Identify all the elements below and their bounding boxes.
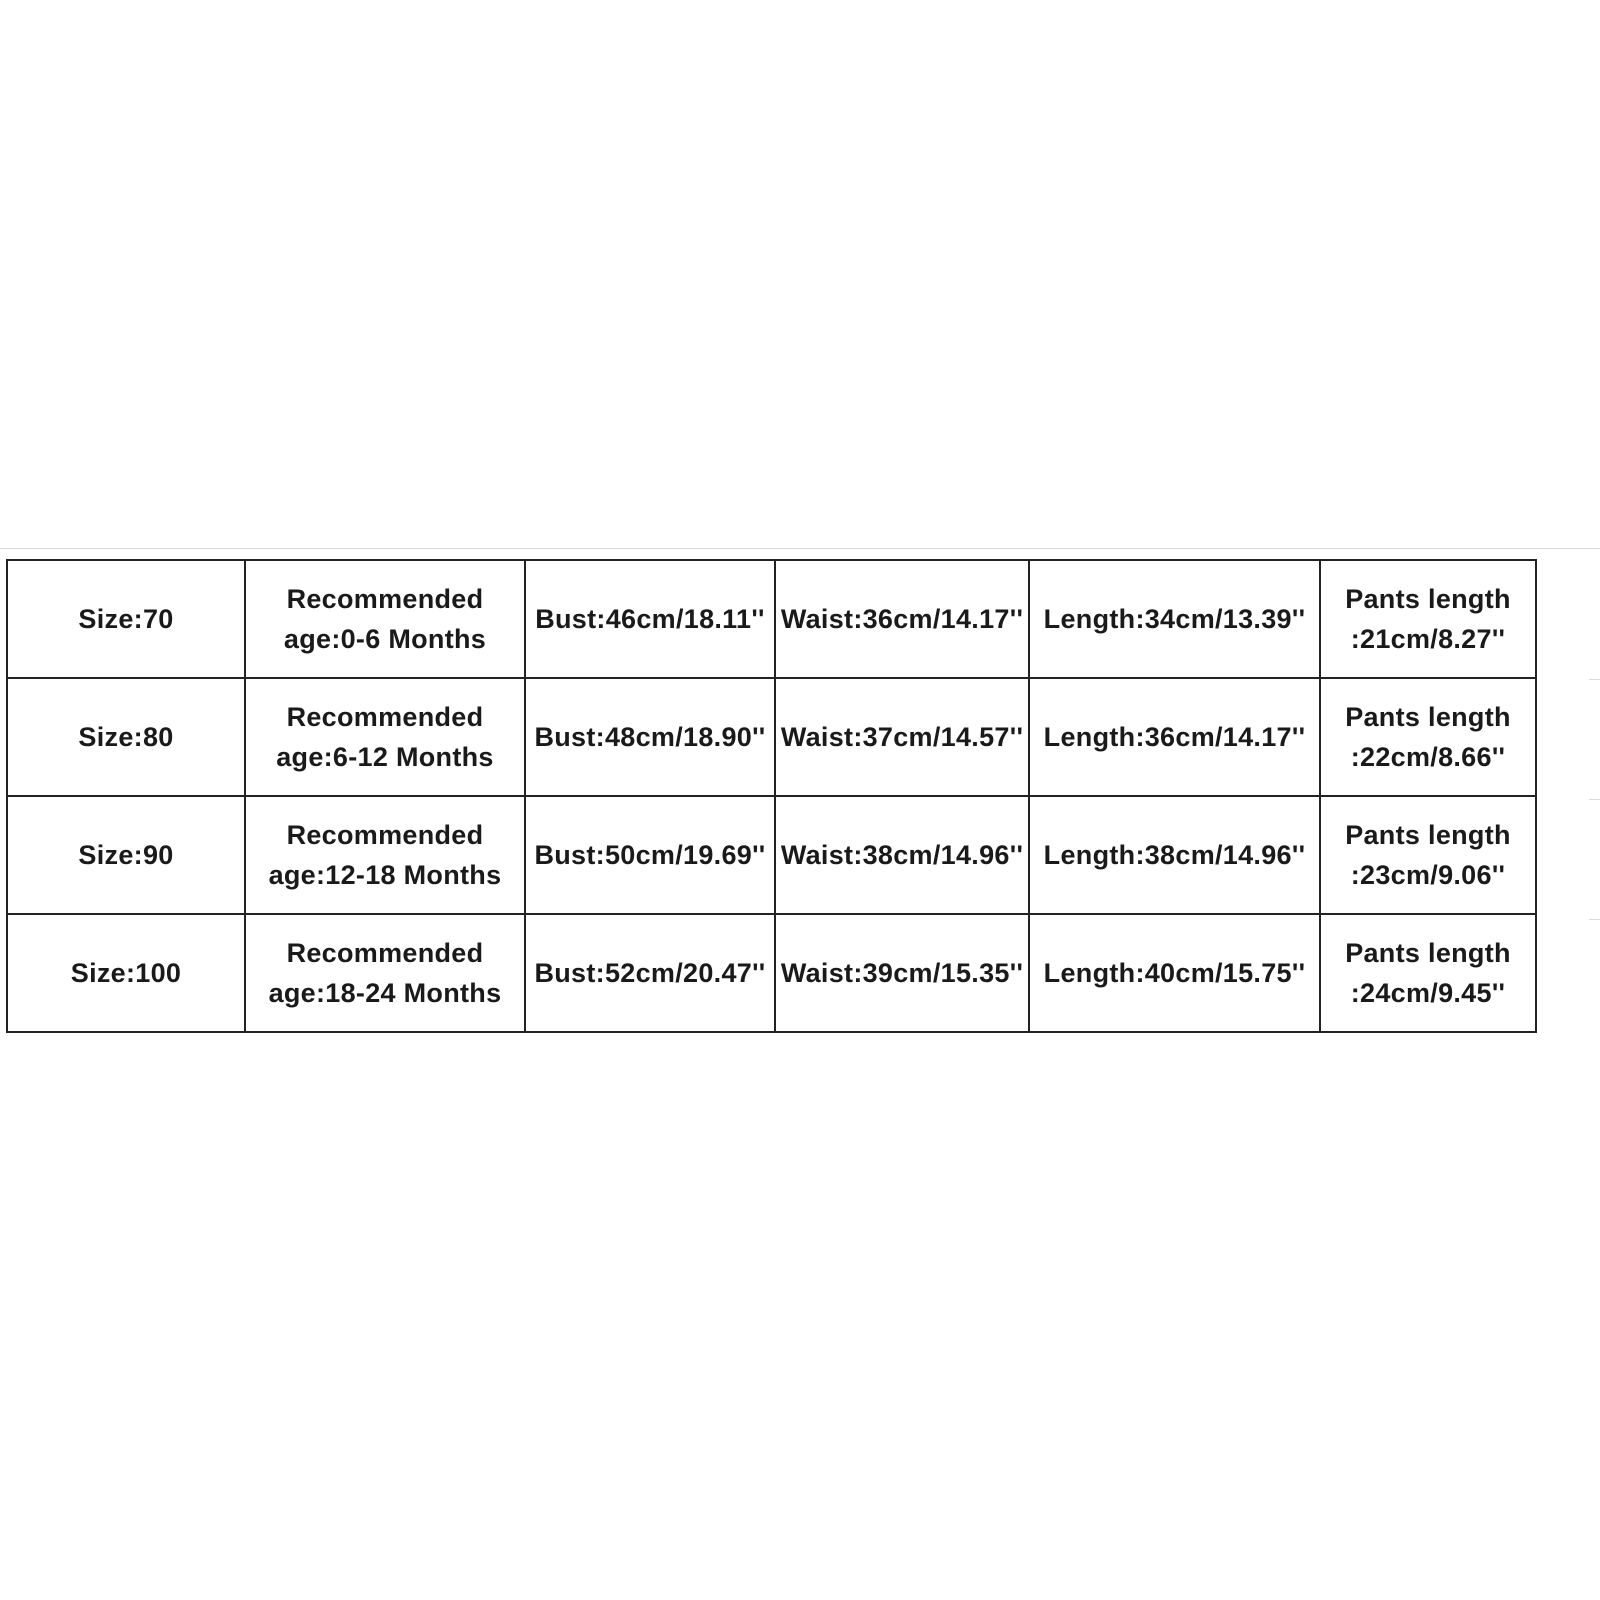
bust-cell: Bust:48cm/18.90'' [525, 678, 775, 796]
length-cell: Length:36cm/14.17'' [1029, 678, 1320, 796]
pants-length-cell [1320, 560, 1536, 678]
length-cell: Length:38cm/14.96'' [1029, 796, 1320, 914]
waist-cell: Waist:38cm/14.96'' [775, 796, 1029, 914]
size-cell: Size:100 [7, 914, 245, 1032]
age-value: age:6-12 Months [276, 742, 494, 772]
recommended-age-cell [245, 560, 525, 678]
bust-cell: Bust:52cm/20.47'' [525, 914, 775, 1032]
pants-length-label: Pants length [1345, 820, 1511, 850]
bust-cell: Bust:46cm/18.11'' [525, 560, 775, 678]
recommended-age-cell [245, 914, 525, 1032]
table-row [7, 678, 1536, 796]
size-cell: Size:90 [7, 796, 245, 914]
table-row [7, 914, 1536, 1032]
size-chart-table [6, 559, 1537, 1033]
waist-cell: Waist:37cm/14.57'' [775, 678, 1029, 796]
size-cell: Size:70 [7, 560, 245, 678]
pants-length-cell [1320, 796, 1536, 914]
pants-length-label: Pants length [1345, 702, 1511, 732]
recommended-age-cell [245, 796, 525, 914]
waist-cell: Waist:36cm/14.17'' [775, 560, 1029, 678]
age-label: Recommended [286, 938, 484, 968]
age-value: age:0-6 Months [283, 624, 487, 654]
length-cell: Length:40cm/15.75'' [1029, 914, 1320, 1032]
age-label: Recommended [286, 820, 484, 850]
pants-length-label: Pants length [1345, 938, 1511, 968]
bust-cell: Bust:50cm/19.69'' [525, 796, 775, 914]
table-row [7, 560, 1536, 678]
size-cell: Size:80 [7, 678, 245, 796]
pants-length-value: :23cm/9.06'' [1350, 860, 1506, 890]
spreadsheet-gridline [0, 548, 1600, 549]
age-value: age:18-24 Months [268, 978, 502, 1008]
pants-length-label: Pants length [1345, 584, 1511, 614]
age-value: age:12-18 Months [268, 860, 502, 890]
spreadsheet-gridline [1589, 679, 1600, 680]
waist-cell: Waist:39cm/15.35'' [775, 914, 1029, 1032]
length-cell: Length:34cm/13.39'' [1029, 560, 1320, 678]
table-row [7, 796, 1536, 914]
recommended-age-cell [245, 678, 525, 796]
pants-length-cell [1320, 914, 1536, 1032]
pants-length-value: :22cm/8.66'' [1350, 742, 1506, 772]
spreadsheet-gridline [1589, 919, 1600, 920]
age-label: Recommended [286, 702, 484, 732]
spreadsheet-gridline [1589, 799, 1600, 800]
pants-length-value: :21cm/8.27'' [1350, 624, 1506, 654]
pants-length-value: :24cm/9.45'' [1350, 978, 1506, 1008]
pants-length-cell [1320, 678, 1536, 796]
age-label: Recommended [286, 584, 484, 614]
